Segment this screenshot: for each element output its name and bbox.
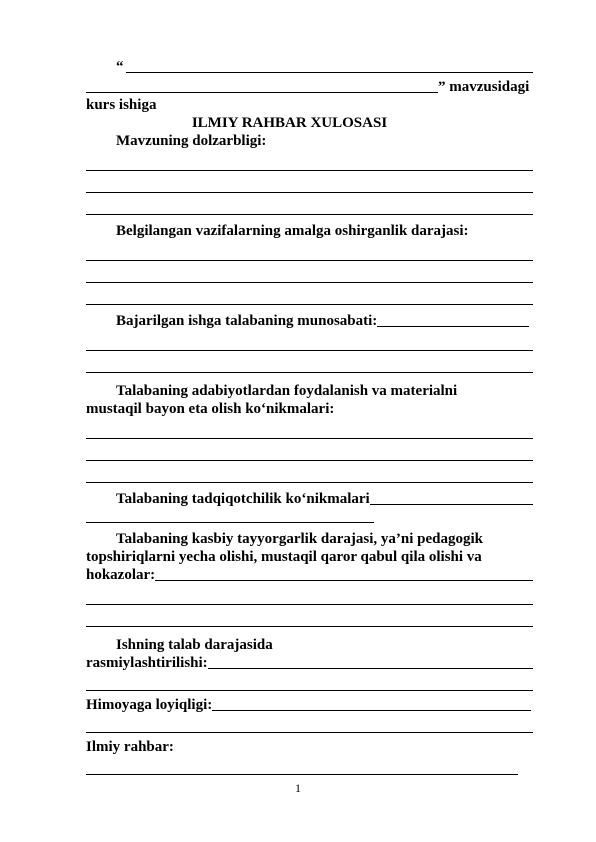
research-label: Talabaning tadqiqotchilik ko‘nikmalari (116, 491, 370, 507)
page-number: 1 (295, 781, 301, 795)
formatting-blank-1[interactable] (86, 676, 533, 694)
professional-blank-1[interactable] (86, 590, 533, 608)
attitude-blank-1[interactable] (86, 336, 533, 354)
attitude-blank-inline[interactable] (377, 312, 529, 327)
formatting-label-2: rasmiylashtirilishi: (86, 655, 208, 671)
attitude-label: Bajarilgan ishga talabaning munosabati: (116, 313, 378, 329)
research-blank-2[interactable] (86, 508, 374, 523)
topic-blank-2[interactable] (86, 78, 438, 93)
defense-blank-inline[interactable] (212, 696, 531, 711)
research-continuation (86, 508, 533, 526)
topic-line-2 (86, 78, 533, 96)
professional-blank-inline[interactable] (155, 566, 533, 581)
tasks-blank-3[interactable] (86, 290, 533, 308)
attitude-blank-2[interactable] (86, 358, 533, 376)
literature-label-2: mustaqil bayon eta olish ko‘nikmalari: (86, 401, 335, 417)
topic-suffix: ” mavzusidagi (438, 79, 530, 95)
document-title: ILMIY RAHBAR XULOSASI (191, 115, 388, 131)
literature-blank-2[interactable] (86, 446, 533, 464)
literature-blank-3[interactable] (86, 468, 533, 486)
relevance-label: Mavzuning dolzarbligi: (116, 133, 267, 149)
topic-line-1 (86, 58, 533, 76)
research-blank-inline[interactable] (370, 490, 533, 505)
professional-label-2: topshiriqlarni yecha olishi, mustaqil qaror qabul qila olishi va (86, 549, 482, 565)
relevance-blank-1[interactable] (86, 156, 533, 174)
supervisor-blank[interactable] (86, 760, 518, 778)
tasks-blank-2[interactable] (86, 268, 533, 286)
defense-label: Himoyaga loyiqligi: (86, 697, 213, 713)
attitude-row (86, 312, 533, 330)
professional-row-3 (86, 566, 533, 584)
topic-blank-1[interactable] (126, 58, 534, 73)
professional-blank-2[interactable] (86, 612, 533, 630)
literature-label-1: Talabaning adabiyotlardan foydalanish va materialni (116, 383, 458, 399)
defense-blank-1[interactable] (86, 718, 533, 736)
relevance-blank-3[interactable] (86, 200, 533, 218)
formatting-label-1: Ishning talab darajasida (116, 637, 273, 653)
supervisor-label: Ilmiy rahbar: (86, 739, 174, 755)
formatting-row-2 (86, 654, 533, 672)
tasks-blank-1[interactable] (86, 246, 533, 264)
course-work-label: kurs ishiga (86, 97, 157, 113)
open-quote: “ (116, 59, 124, 75)
literature-blank-1[interactable] (86, 424, 533, 442)
relevance-blank-2[interactable] (86, 178, 533, 196)
professional-label-3: hokazolar: (86, 567, 156, 583)
formatting-blank-inline[interactable] (208, 654, 533, 669)
document-page (86, 50, 533, 778)
defense-row (86, 696, 533, 714)
tasks-label: Belgilangan vazifalarning amalga oshirganlik darajasi: (116, 223, 469, 239)
professional-label-1: Talabaning kasbiy tayyorgarlik darajasi, ya’ni pedagogik (116, 531, 484, 547)
research-row (86, 490, 533, 508)
